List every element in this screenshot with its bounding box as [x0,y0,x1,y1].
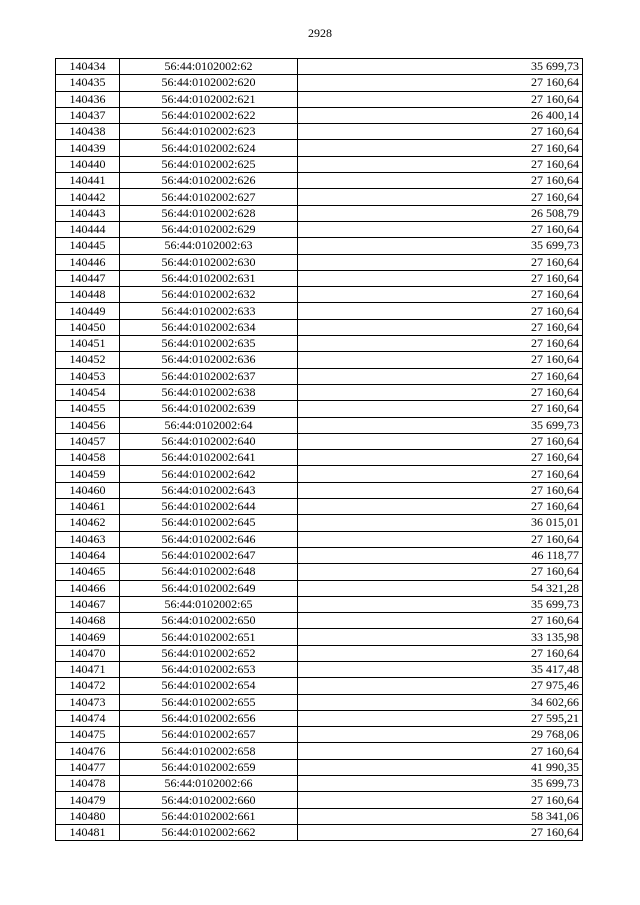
row-number-cell: 140455 [56,401,120,417]
cadastral-value-cell: 27 160,64 [298,140,583,156]
table-row [56,580,583,596]
table-row [56,629,583,645]
table-row [56,107,583,123]
cadastral-number-cell: 56:44:0102002:631 [120,270,298,286]
table-row [56,238,583,254]
row-number-cell: 140471 [56,661,120,677]
table-row [56,205,583,221]
cadastral-number-cell: 56:44:0102002:65 [120,596,298,612]
cadastral-number-cell: 56:44:0102002:659 [120,759,298,775]
cadastral-number-cell: 56:44:0102002:623 [120,124,298,140]
table-row [56,596,583,612]
row-number-cell: 140453 [56,368,120,384]
table-row [56,303,583,319]
cadastral-value-cell: 27 160,64 [298,91,583,107]
table-row [56,613,583,629]
table-row [56,156,583,172]
cadastral-number-cell: 56:44:0102002:638 [120,384,298,400]
table-row [56,140,583,156]
cadastral-value-cell: 46 118,77 [298,547,583,563]
cadastral-number-cell: 56:44:0102002:636 [120,352,298,368]
cadastral-value-cell: 27 160,64 [298,466,583,482]
cadastral-number-cell: 56:44:0102002:628 [120,205,298,221]
row-number-cell: 140447 [56,270,120,286]
cadastral-number-cell: 56:44:0102002:662 [120,824,298,840]
cadastral-number-cell: 56:44:0102002:626 [120,173,298,189]
table-row [56,482,583,498]
cadastral-number-cell: 56:44:0102002:639 [120,401,298,417]
row-number-cell: 140469 [56,629,120,645]
table-row [56,759,583,775]
cadastral-value-cell: 54 321,28 [298,580,583,596]
row-number-cell: 140436 [56,91,120,107]
row-number-cell: 140462 [56,515,120,531]
table-row [56,661,583,677]
cadastral-number-cell: 56:44:0102002:643 [120,482,298,498]
cadastral-number-cell: 56:44:0102002:629 [120,221,298,237]
cadastral-number-cell: 56:44:0102002:63 [120,238,298,254]
cadastral-value-cell: 41 990,35 [298,759,583,775]
cadastral-value-cell: 27 160,64 [298,287,583,303]
row-number-cell: 140480 [56,808,120,824]
row-number-cell: 140437 [56,107,120,123]
table-row [56,384,583,400]
table-row [56,124,583,140]
cadastral-value-cell: 35 699,73 [298,776,583,792]
cadastral-value-cell: 27 160,64 [298,319,583,335]
row-number-cell: 140449 [56,303,120,319]
table-row [56,368,583,384]
cadastral-number-cell: 56:44:0102002:645 [120,515,298,531]
row-number-cell: 140476 [56,743,120,759]
cadastral-number-cell: 56:44:0102002:621 [120,91,298,107]
cadastral-number-cell: 56:44:0102002:650 [120,613,298,629]
cadastral-value-cell: 27 160,64 [298,189,583,205]
row-number-cell: 140464 [56,547,120,563]
cadastral-number-cell: 56:44:0102002:642 [120,466,298,482]
cadastral-value-cell: 58 341,06 [298,808,583,824]
cadastral-value-cell: 34 602,66 [298,694,583,710]
cadastral-value-cell: 27 160,64 [298,368,583,384]
cadastral-value-cell: 27 160,64 [298,482,583,498]
table-row [56,710,583,726]
cadastral-value-cell: 27 160,64 [298,564,583,580]
table-row [56,824,583,840]
row-number-cell: 140475 [56,727,120,743]
row-number-cell: 140477 [56,759,120,775]
cadastral-number-cell: 56:44:0102002:644 [120,499,298,515]
row-number-cell: 140452 [56,352,120,368]
cadastral-value-cell: 27 160,64 [298,221,583,237]
cadastral-value-cell: 35 699,73 [298,59,583,75]
cadastral-number-cell: 56:44:0102002:622 [120,107,298,123]
row-number-cell: 140438 [56,124,120,140]
row-number-cell: 140468 [56,613,120,629]
cadastral-value-cell: 33 135,98 [298,629,583,645]
cadastral-number-cell: 56:44:0102002:634 [120,319,298,335]
table-row [56,808,583,824]
cadastral-number-cell: 56:44:0102002:652 [120,645,298,661]
table-row [56,287,583,303]
cadastral-value-cell: 27 975,46 [298,678,583,694]
row-number-cell: 140439 [56,140,120,156]
table-row [56,401,583,417]
cadastral-value-cell: 27 160,64 [298,531,583,547]
cadastral-value-cell: 27 160,64 [298,254,583,270]
row-number-cell: 140450 [56,319,120,335]
cadastral-value-cell: 27 160,64 [298,75,583,91]
table-row [56,678,583,694]
row-number-cell: 140435 [56,75,120,91]
row-number-cell: 140458 [56,450,120,466]
table-row [56,221,583,237]
table-row [56,91,583,107]
table-row [56,776,583,792]
cadastral-number-cell: 56:44:0102002:641 [120,450,298,466]
cadastral-value-cell: 27 160,64 [298,173,583,189]
row-number-cell: 140463 [56,531,120,547]
table-row [56,433,583,449]
cadastral-number-cell: 56:44:0102002:655 [120,694,298,710]
cadastral-number-cell: 56:44:0102002:624 [120,140,298,156]
table-row [56,189,583,205]
cadastral-number-cell: 56:44:0102002:646 [120,531,298,547]
page-number: 2928 [308,26,332,40]
cadastral-value-cell: 27 160,64 [298,613,583,629]
cadastral-number-cell: 56:44:0102002:635 [120,336,298,352]
table-row [56,270,583,286]
cadastral-number-cell: 56:44:0102002:647 [120,547,298,563]
cadastral-value-cell: 36 015,01 [298,515,583,531]
row-number-cell: 140466 [56,580,120,596]
cadastral-value-cell: 26 400,14 [298,107,583,123]
table-row [56,352,583,368]
cadastral-number-cell: 56:44:0102002:64 [120,417,298,433]
cadastral-value-cell: 35 699,73 [298,238,583,254]
cadastral-value-cell: 27 160,64 [298,352,583,368]
cadastral-number-cell: 56:44:0102002:648 [120,564,298,580]
cadastral-number-cell: 56:44:0102002:661 [120,808,298,824]
cadastral-value-cell: 27 160,64 [298,303,583,319]
cadastral-number-cell: 56:44:0102002:620 [120,75,298,91]
cadastral-value-cell: 35 699,73 [298,417,583,433]
cadastral-value-cell: 27 160,64 [298,499,583,515]
row-number-cell: 140457 [56,433,120,449]
cadastral-value-cell: 35 699,73 [298,596,583,612]
table-row [56,645,583,661]
row-number-cell: 140473 [56,694,120,710]
cadastral-number-cell: 56:44:0102002:62 [120,59,298,75]
row-number-cell: 140441 [56,173,120,189]
table-row [56,336,583,352]
cadastral-number-cell: 56:44:0102002:640 [120,433,298,449]
row-number-cell: 140472 [56,678,120,694]
table-row [56,547,583,563]
row-number-cell: 140440 [56,156,120,172]
row-number-cell: 140461 [56,499,120,515]
row-number-cell: 140446 [56,254,120,270]
cadastral-value-cell: 35 417,48 [298,661,583,677]
row-number-cell: 140470 [56,645,120,661]
table-body [56,59,583,841]
cadastral-number-cell: 56:44:0102002:627 [120,189,298,205]
cadastral-number-cell: 56:44:0102002:66 [120,776,298,792]
cadastral-value-cell: 27 160,64 [298,124,583,140]
table-row [56,515,583,531]
table-row [56,319,583,335]
cadastral-value-cell: 27 160,64 [298,824,583,840]
row-number-cell: 140460 [56,482,120,498]
row-number-cell: 140442 [56,189,120,205]
table-row [56,694,583,710]
cadastral-number-cell: 56:44:0102002:657 [120,727,298,743]
row-number-cell: 140479 [56,792,120,808]
cadastral-value-cell: 29 768,06 [298,727,583,743]
cadastral-value-cell: 27 160,64 [298,645,583,661]
cadastral-number-cell: 56:44:0102002:630 [120,254,298,270]
row-number-cell: 140454 [56,384,120,400]
cadastral-value-table [55,58,583,841]
cadastral-value-cell: 27 160,64 [298,743,583,759]
cadastral-value-cell: 27 160,64 [298,156,583,172]
cadastral-number-cell: 56:44:0102002:656 [120,710,298,726]
cadastral-number-cell: 56:44:0102002:654 [120,678,298,694]
table-row [56,531,583,547]
table-row [56,254,583,270]
cadastral-number-cell: 56:44:0102002:625 [120,156,298,172]
table-row [56,499,583,515]
cadastral-value-cell: 26 508,79 [298,205,583,221]
cadastral-number-cell: 56:44:0102002:653 [120,661,298,677]
table-row [56,727,583,743]
cadastral-value-cell: 27 160,64 [298,336,583,352]
row-number-cell: 140456 [56,417,120,433]
row-number-cell: 140444 [56,221,120,237]
row-number-cell: 140434 [56,59,120,75]
row-number-cell: 140465 [56,564,120,580]
table-row [56,450,583,466]
cadastral-value-cell: 27 160,64 [298,401,583,417]
cadastral-number-cell: 56:44:0102002:658 [120,743,298,759]
table-row [56,792,583,808]
row-number-cell: 140459 [56,466,120,482]
row-number-cell: 140443 [56,205,120,221]
table-row [56,743,583,759]
table-row [56,417,583,433]
cadastral-number-cell: 56:44:0102002:651 [120,629,298,645]
row-number-cell: 140451 [56,336,120,352]
cadastral-number-cell: 56:44:0102002:637 [120,368,298,384]
cadastral-value-cell: 27 595,21 [298,710,583,726]
cadastral-number-cell: 56:44:0102002:649 [120,580,298,596]
cadastral-number-cell: 56:44:0102002:660 [120,792,298,808]
cadastral-number-cell: 56:44:0102002:632 [120,287,298,303]
table-row [56,564,583,580]
cadastral-value-cell: 27 160,64 [298,433,583,449]
row-number-cell: 140474 [56,710,120,726]
cadastral-value-cell: 27 160,64 [298,270,583,286]
cadastral-value-cell: 27 160,64 [298,450,583,466]
table-row [56,75,583,91]
row-number-cell: 140467 [56,596,120,612]
row-number-cell: 140445 [56,238,120,254]
table-row [56,173,583,189]
row-number-cell: 140478 [56,776,120,792]
row-number-cell: 140481 [56,824,120,840]
table-row [56,59,583,75]
table-row [56,466,583,482]
cadastral-value-cell: 27 160,64 [298,792,583,808]
cadastral-value-cell: 27 160,64 [298,384,583,400]
row-number-cell: 140448 [56,287,120,303]
cadastral-number-cell: 56:44:0102002:633 [120,303,298,319]
